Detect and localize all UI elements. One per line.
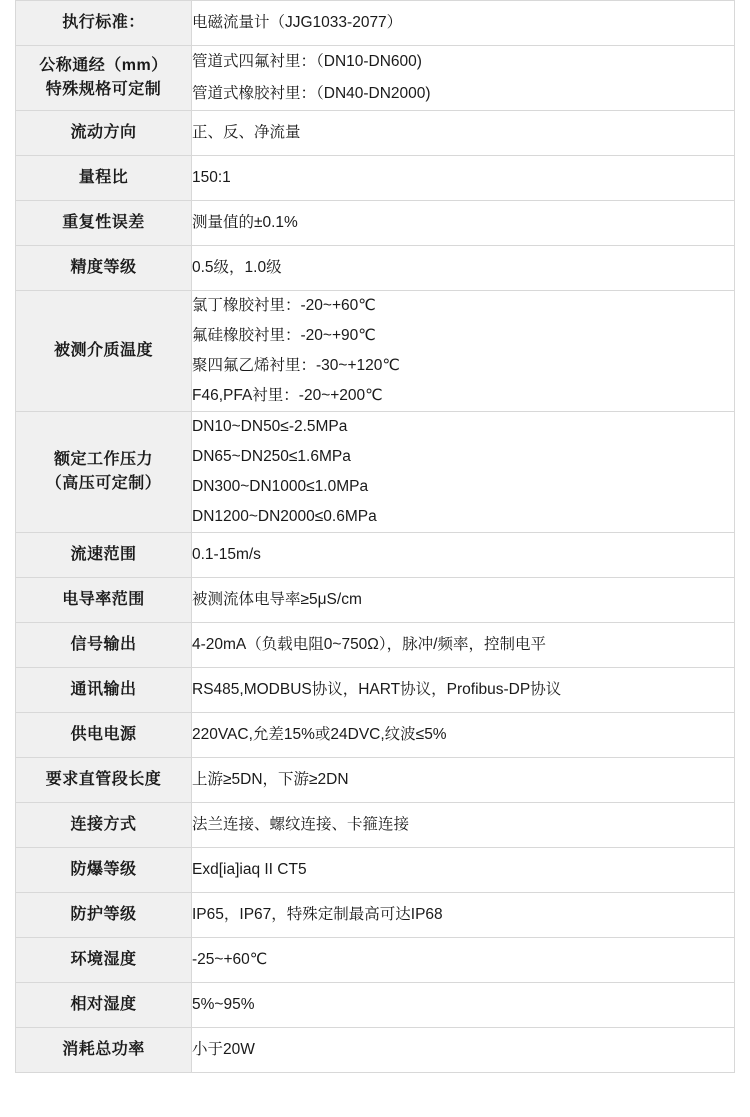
row-label: [16, 623, 192, 668]
row-label-line: 精度等级: [70, 259, 137, 277]
row-label: [16, 578, 192, 623]
row-label-line: 连接方式: [70, 816, 137, 834]
table-row: [16, 533, 735, 578]
row-value-line: 测量值的±0.1%: [192, 214, 298, 232]
row-label: [16, 848, 192, 893]
row-label: [16, 412, 192, 533]
row-value: [192, 938, 735, 983]
specification-table-body: [16, 1, 735, 1073]
table-row: [16, 713, 735, 758]
row-label: [16, 156, 192, 201]
row-value-line: 正、反、净流量: [192, 124, 301, 142]
row-value-line: 氟硅橡胶衬里：-20~+90℃: [192, 327, 376, 345]
table-row: [16, 1028, 735, 1073]
row-label-line: 供电电源: [70, 726, 137, 744]
row-label-line: 消耗总功率: [62, 1041, 145, 1059]
table-row: [16, 668, 735, 713]
row-label: [16, 201, 192, 246]
row-value: [192, 758, 735, 803]
row-label: [16, 533, 192, 578]
table-row: [16, 578, 735, 623]
row-value: [192, 291, 735, 412]
row-label-line: 要求直管段长度: [45, 771, 162, 789]
row-value-line: 0.1-15m/s: [192, 546, 261, 564]
row-value-line: Exd[ia]iaq II CT5: [192, 861, 307, 879]
row-value: [192, 893, 735, 938]
row-label-line: 流动方向: [70, 124, 137, 142]
row-value-line: F46,PFA衬里：-20~+200℃: [192, 387, 383, 405]
table-row: [16, 1, 735, 46]
row-label: [16, 803, 192, 848]
row-value-line: 被测流体电导率≥5μS/cm: [192, 591, 362, 609]
row-value-line: DN10~DN50≤-2.5MPa: [192, 418, 348, 436]
table-row: [16, 246, 735, 291]
row-value: [192, 983, 735, 1028]
row-value: [192, 246, 735, 291]
row-label: [16, 668, 192, 713]
row-value: [192, 848, 735, 893]
row-value-line: 小于20W: [192, 1041, 255, 1059]
row-label: [16, 246, 192, 291]
table-row: [16, 938, 735, 983]
row-label: [16, 893, 192, 938]
row-value: [192, 1028, 735, 1073]
row-label-line: 重复性误差: [62, 214, 145, 232]
table-row: [16, 201, 735, 246]
row-value: [192, 46, 735, 111]
table-row: [16, 758, 735, 803]
row-value-line: 150:1: [192, 169, 231, 187]
row-value: [192, 533, 735, 578]
row-value: [192, 713, 735, 758]
row-label: [16, 291, 192, 412]
row-label-line: 被测介质温度: [53, 342, 153, 360]
row-value: [192, 623, 735, 668]
row-value-line: DN65~DN250≤1.6MPa: [192, 448, 351, 466]
row-value-line: 电磁流量计（JJG1033-2077）: [192, 14, 403, 31]
row-label-line: 执行标准：: [62, 14, 145, 31]
row-value-line: DN1200~DN2000≤0.6MPa: [192, 508, 377, 526]
row-value-line: 管道式橡胶衬里：（DN40-DN2000): [192, 85, 431, 103]
row-value-line: 法兰连接、螺纹连接、卡箍连接: [192, 816, 410, 834]
table-row: [16, 111, 735, 156]
row-value-line: 4-20mA（负载电阻0~750Ω），脉冲/频率，控制电平: [192, 636, 546, 654]
row-value-line: 氯丁橡胶衬里：-20~+60℃: [192, 297, 376, 315]
row-value-line: -25~+60℃: [192, 951, 268, 969]
row-value: [192, 803, 735, 848]
table-row: [16, 893, 735, 938]
row-label: [16, 111, 192, 156]
table-row: [16, 46, 735, 111]
row-label-line: 相对湿度: [70, 996, 137, 1014]
row-value: [192, 668, 735, 713]
row-label-line: 电导率范围: [62, 591, 145, 609]
row-label-line: 防爆等级: [70, 861, 137, 879]
row-label-line: 公称通经（mm）: [39, 57, 168, 75]
row-label-line: 通讯输出: [70, 681, 137, 699]
row-value-line: 聚四氟乙烯衬里：-30~+120℃: [192, 357, 400, 375]
row-value: [192, 201, 735, 246]
row-label: [16, 1028, 192, 1073]
row-value-line: DN300~DN1000≤1.0MPa: [192, 478, 369, 496]
table-row: [16, 803, 735, 848]
row-label-line: （高压可定制）: [45, 475, 162, 493]
row-value: [192, 578, 735, 623]
row-value-line: IP65，IP67，特殊定制最高可达IP68: [192, 906, 443, 924]
table-row: [16, 291, 735, 412]
table-row: [16, 412, 735, 533]
row-label: [16, 46, 192, 111]
row-label-line: 特殊规格可定制: [45, 81, 162, 99]
row-value-line: 上游≥5DN，下游≥2DN: [192, 771, 349, 789]
row-value: [192, 412, 735, 533]
row-label-line: 量程比: [78, 169, 129, 187]
row-label-line: 环境湿度: [70, 951, 137, 969]
table-row: [16, 983, 735, 1028]
row-label-line: 流速范围: [70, 546, 137, 564]
row-label-line: 额定工作压力: [53, 451, 153, 469]
table-row: [16, 623, 735, 668]
row-value-line: 220VAC,允差15%或24DVC,纹波≤5%: [192, 726, 447, 744]
row-value-line: 管道式四氟衬里：（DN10-DN600): [192, 53, 422, 71]
row-label-line: 信号输出: [70, 636, 137, 654]
row-label-line: 防护等级: [70, 906, 137, 924]
table-row: [16, 848, 735, 893]
row-label: [16, 758, 192, 803]
row-label: [16, 983, 192, 1028]
row-value-line: 5%~95%: [192, 996, 255, 1014]
row-label: [16, 713, 192, 758]
row-value: [192, 1, 735, 46]
table-row: [16, 156, 735, 201]
row-value-line: RS485,MODBUS协议，HART协议，Profibus-DP协议: [192, 681, 562, 699]
row-value-line: 0.5级，1.0级: [192, 259, 282, 277]
row-value: [192, 156, 735, 201]
row-label: [16, 938, 192, 983]
row-value: [192, 111, 735, 156]
specification-table: [15, 0, 735, 1073]
row-label: [16, 1, 192, 46]
